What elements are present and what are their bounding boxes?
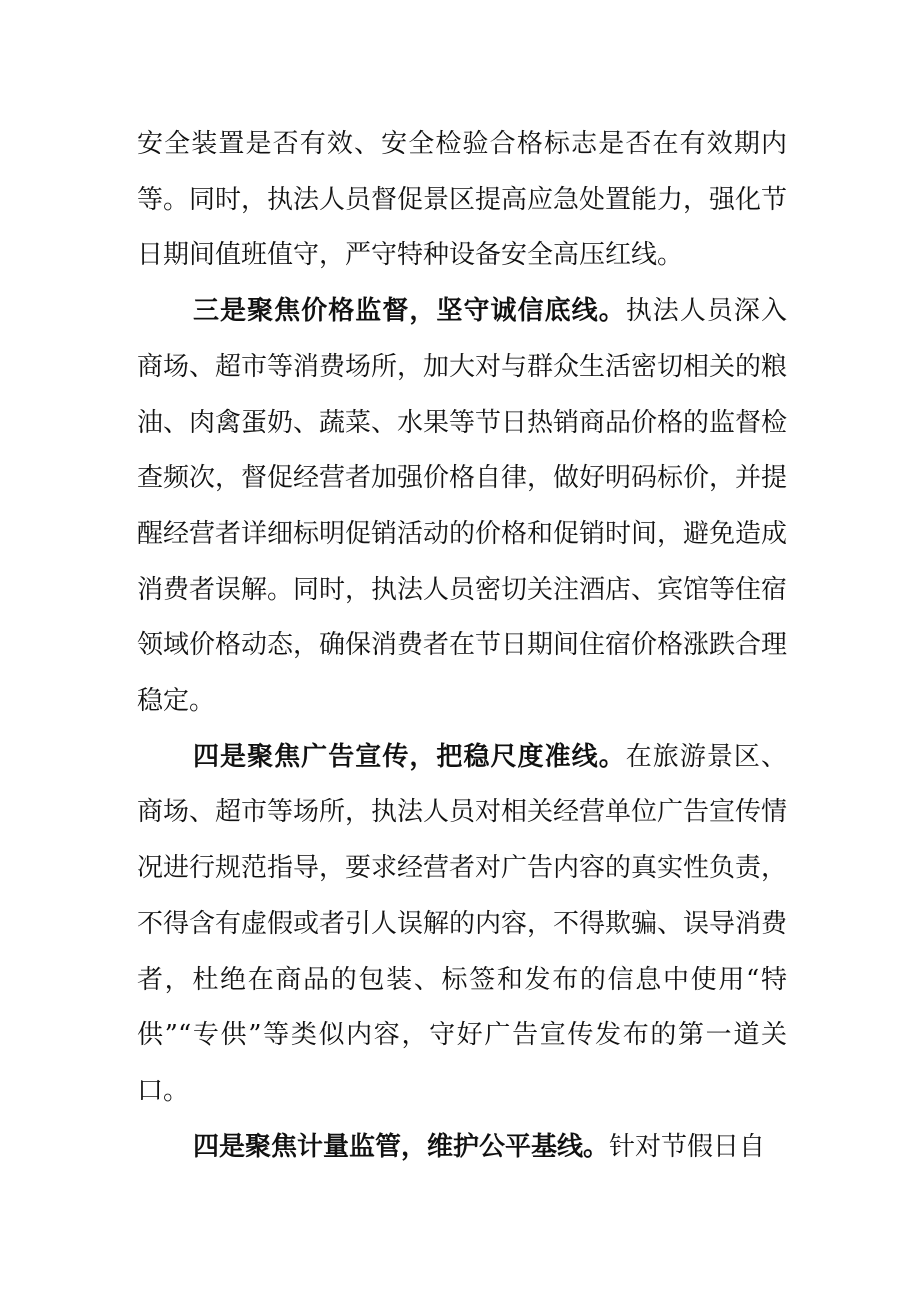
document-body (137, 117, 787, 1175)
paragraph-text: 在旅游景区、商场、超市等场所，执法人员对相关经营单位广告宣传情况进行规范指导，要求经营者对广告内容的真实性负责，不得含有虚假或者引人误解的内容，不得欺骗、误导消费者，杜绝在商品的包装、标签和发布的信息中使用“特供”“专供”等类似内容，守好广告宣传发布的第一道关口。 (137, 741, 788, 1106)
paragraph-heading: 三是聚焦价格监督，坚守诚信底线。 (193, 296, 626, 327)
paragraph-safety-continuation (137, 117, 787, 284)
paragraph-text: 针对节假日自 (609, 1131, 766, 1162)
paragraph-advertising (137, 730, 787, 1120)
paragraph-price-supervision (137, 284, 787, 730)
paragraph-text: 执法人员深入商场、超市等消费场所，加大对与群众生活密切相关的粮油、肉禽蛋奶、蔬菜、水果等节日热销商品价格的监督检查频次，督促经营者加强价格自律，做好明码标价，并提醒经营者详细标明促销活动的价格和促销时间，避免造成消费者误解。同时，执法人员密切关注酒店、宾馆等住宿领域价格动态，确保消费者在节日期间住宿价格涨跌合理稳定。 (137, 296, 788, 717)
paragraph-heading: 四是聚焦广告宣传，把稳尺度准线。 (193, 741, 626, 772)
paragraph-metrology (137, 1120, 787, 1176)
paragraph-text: 安全装置是否有效、安全检验合格标志是否在有效期内等。同时，执法人员督促景区提高应急处置能力，强化节日期间值班值守，严守特种设备安全高压红线。 (137, 129, 788, 271)
paragraph-heading: 四是聚焦计量监管，维护公平基线。 (193, 1131, 610, 1162)
